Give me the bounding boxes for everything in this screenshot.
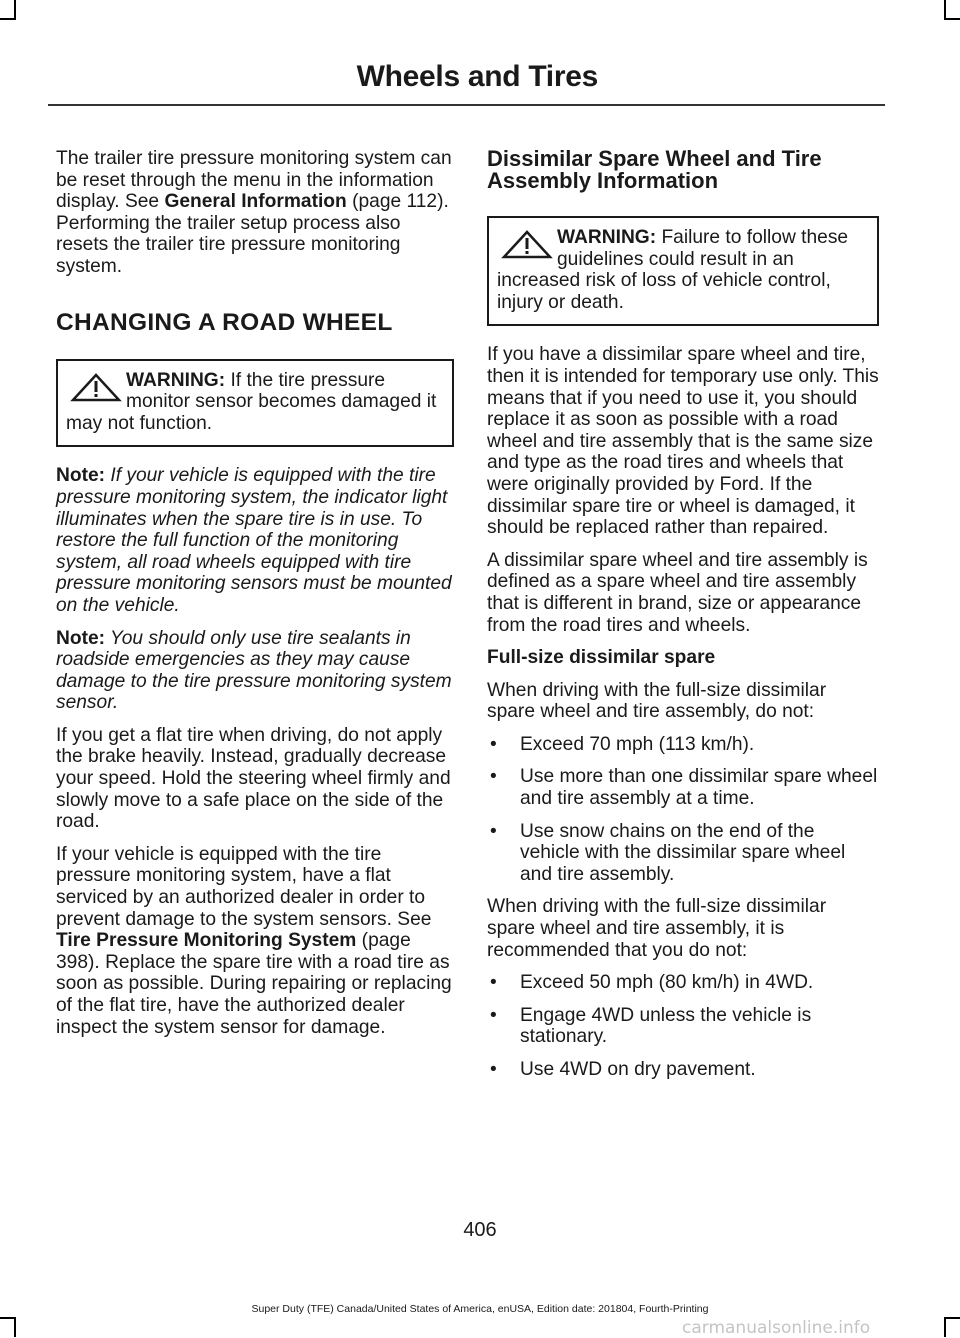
dissimilar-spare-heading: Dissimilar Spare Wheel and Tire Assembly Information [487, 146, 822, 193]
body-paragraph: If you have a dissimilar spare wheel and tire, then it is intended for temporary use only. This means that if you need to use it, you should replace it as soon as possible with a road wheel and tire assembly that is the same size and type as the road tires and wheels that were originally provided by Ford. If the dissimilar spare tire or wheel is damaged, it should be replaced rather than repaired. [487, 344, 879, 539]
crop-mark [944, 1317, 946, 1337]
crop-mark [944, 0, 946, 20]
warning-triangle-icon [70, 372, 122, 402]
intro-paragraph: The trailer tire pressure monitoring system can be reset through the menu in the information display. See General Information (page 112). Performing the trailer setup process also resets the trailer tire pressure monitoring system. [56, 148, 452, 277]
body-paragraph: If your vehicle is equipped with the tire pressure monitoring system, have a flat serviced by an authorized dealer in order to prevent damage to the system sensors. See Tire Pressure Monitoring System (page 398). Replace the spare tire with a road tire as soon as possible. During repairing or replacing of the flat tire, have the authorized dealer inspect the system sensor for damage. [56, 843, 452, 1038]
warning-box: WARNING: Failure to follow these guidelines could result in an increased risk of loss of vehicle control, injury or death. [487, 216, 879, 326]
list-item: • Exceed 70 mph (113 km/h). [487, 734, 879, 756]
body-paragraph: A dissimilar spare wheel and tire assembly is defined as a spare wheel and tire assembly that is different in brand, size or appearance from the road tires and wheels. [487, 549, 868, 636]
body-paragraph: If you get a flat tire when driving, do not apply the brake heavily. Instead, gradually decrease your speed. Hold the steering wheel firmly and slowly move to a safe place on the side of the road. [56, 724, 451, 833]
page-number: 406 [463, 1219, 497, 1241]
crop-mark [944, 1317, 960, 1319]
header-rule [48, 104, 885, 106]
note-paragraph: Note: You should only use tire sealants in roadside emergencies as they may cause damage to the tire pressure monitoring system sensor. [56, 627, 452, 714]
crop-mark [14, 0, 16, 20]
right-column [487, 148, 879, 1092]
footer-text: Super Duty (TFE) Canada/United States of America, enUSA, Edition date: 201804, Fourth-Printing [251, 1303, 709, 1315]
crop-mark [0, 1317, 14, 1319]
watermark: carmanualsonline.info [682, 1318, 871, 1338]
crop-mark [0, 18, 14, 20]
crop-mark [944, 18, 960, 20]
bullet-list [487, 972, 879, 1080]
body-paragraph: When driving with the full-size dissimilar spare wheel and tire assembly, do not: [487, 679, 827, 723]
page-title: Wheels and Tires [356, 60, 598, 93]
tpms-link[interactable]: Tire Pressure Monitoring System [56, 930, 357, 952]
full-size-spare-subheading: Full-size dissimilar spare [487, 647, 716, 669]
bullet-list [487, 734, 879, 886]
warning-box: WARNING: If the tire pressure monitor sensor becomes damaged it may not function. [56, 359, 454, 448]
list-item: • Engage 4WD unless the vehicle is stationary. [487, 1005, 879, 1048]
note-paragraph: Note: If your vehicle is equipped with the tire pressure monitoring system, the indicator light illuminates when the spare tire is in use. To restore the full function of the monitoring system, all road wheels equipped with tire pressure monitoring sensors must be mounted on the vehicle. [56, 465, 452, 616]
warning-triangle-icon [501, 229, 553, 259]
section-heading: CHANGING A ROAD WHEEL [56, 308, 393, 336]
crop-mark [14, 1317, 16, 1337]
list-item: • Use 4WD on dry pavement. [487, 1059, 879, 1081]
left-column [56, 148, 454, 1049]
list-item: • Use more than one dissimilar spare wheel and tire assembly at a time. [487, 766, 879, 809]
body-paragraph: When driving with the full-size dissimilar spare wheel and tire assembly, it is recommended that you do not: [487, 896, 827, 961]
list-item: • Exceed 50 mph (80 km/h) in 4WD. [487, 972, 879, 994]
general-information-link[interactable]: General Information [164, 191, 347, 213]
list-item: • Use snow chains on the end of the vehicle with the dissimilar spare wheel and tire assembly. [487, 821, 879, 886]
